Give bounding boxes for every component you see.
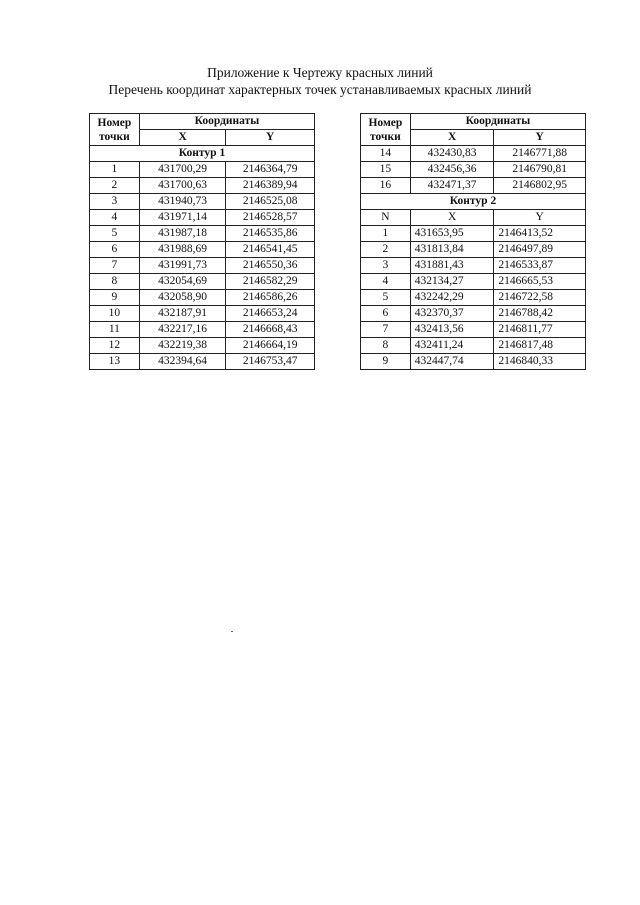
document-title: Приложение к Чертежу красных линий: [207, 65, 433, 80]
point-number-cell: 4: [90, 210, 140, 226]
point-number-cell: 8: [90, 274, 140, 290]
table-row: [90, 226, 315, 242]
y-coordinate-cell: 2146665,53: [494, 274, 586, 290]
point-number-cell: 16: [361, 178, 411, 194]
y-coordinate-cell: 2146840,33: [494, 354, 586, 370]
y-coordinate-cell: 2146664,19: [226, 338, 315, 354]
table-row: [361, 146, 586, 162]
scan-speck: [231, 631, 233, 632]
point-number-cell: 6: [361, 306, 411, 322]
header-coordinates: Координаты: [139, 114, 314, 130]
x-coordinate-cell: 431813,84: [410, 242, 494, 258]
y-coordinate-cell: 2146817,48: [494, 338, 586, 354]
x-coordinate-cell: 432447,74: [410, 354, 494, 370]
point-number-cell: 5: [90, 226, 140, 242]
x-coordinate-cell: 431653,95: [410, 226, 494, 242]
y-coordinate-cell: 2146497,89: [494, 242, 586, 258]
table-row: [90, 322, 315, 338]
header-y: Y: [226, 130, 315, 146]
x-coordinate-cell: 432187,91: [139, 306, 226, 322]
point-number-cell: 10: [90, 306, 140, 322]
y-coordinate-cell: 2146364,79: [226, 162, 315, 178]
table-row: [90, 338, 315, 354]
point-number-cell: 3: [90, 194, 140, 210]
x-coordinate-cell: 432370,37: [410, 306, 494, 322]
y-coordinate-cell: 2146771,88: [494, 146, 586, 162]
header-point-number: Номер точки: [90, 114, 140, 146]
x-coordinate-cell: 432471,37: [410, 178, 494, 194]
y-coordinate-cell: 2146528,57: [226, 210, 315, 226]
x-coordinate-cell: 432411,24: [410, 338, 494, 354]
point-number-cell: 11: [90, 322, 140, 338]
y-coordinate-cell: 2146413,52: [494, 226, 586, 242]
y-coordinate-cell: 2146525,08: [226, 194, 315, 210]
x-coordinate-cell: 432219,38: [139, 338, 226, 354]
x-coordinate-cell: 432242,29: [410, 290, 494, 306]
table-row: [90, 210, 315, 226]
table-row: [361, 322, 586, 338]
point-number-cell: 5: [361, 290, 411, 306]
table-row: [361, 178, 586, 194]
x-coordinate-cell: 431987,18: [139, 226, 226, 242]
x-coordinate-cell: 432430,83: [410, 146, 494, 162]
point-number-cell: 2: [90, 178, 140, 194]
table-row: [90, 274, 315, 290]
header-y: Y: [494, 130, 586, 146]
section-contour-1: Контур 1: [90, 146, 315, 162]
table-row: [90, 290, 315, 306]
point-number-cell: 7: [90, 258, 140, 274]
table-row: [90, 178, 315, 194]
x-coordinate-cell: 431988,69: [139, 242, 226, 258]
point-number-cell: 7: [361, 322, 411, 338]
table-row: [361, 242, 586, 258]
table-row: [361, 338, 586, 354]
y-coordinate-cell: 2146790,81: [494, 162, 586, 178]
y-coordinate-cell: 2146550,36: [226, 258, 315, 274]
x-coordinate-cell: 431700,29: [139, 162, 226, 178]
x-coordinate-cell: 431971,14: [139, 210, 226, 226]
point-number-cell: 14: [361, 146, 411, 162]
y-coordinate-cell: 2146722,58: [494, 290, 586, 306]
point-number-cell: 15: [361, 162, 411, 178]
point-number-cell: 9: [361, 354, 411, 370]
y-coordinate-cell: 2146582,29: [226, 274, 315, 290]
point-number-cell: 3: [361, 258, 411, 274]
table-row: [361, 354, 586, 370]
y-coordinate-cell: 2146533,87: [494, 258, 586, 274]
x-coordinate-cell: 432054,69: [139, 274, 226, 290]
point-number-cell: 6: [90, 242, 140, 258]
y-coordinate-cell: 2146653,24: [226, 306, 315, 322]
x-coordinate-cell: 432394,64: [139, 354, 226, 370]
table-row: [90, 194, 315, 210]
subheader-n: N: [361, 210, 411, 226]
header-x: X: [139, 130, 226, 146]
point-number-cell: 2: [361, 242, 411, 258]
y-coordinate-cell: 2146788,42: [494, 306, 586, 322]
table-row: [361, 274, 586, 290]
table-row: [361, 258, 586, 274]
x-coordinate-cell: 431700,63: [139, 178, 226, 194]
point-number-cell: 12: [90, 338, 140, 354]
x-coordinate-cell: 432058,90: [139, 290, 226, 306]
point-number-cell: 1: [90, 162, 140, 178]
table-row: [90, 242, 315, 258]
table-row: [90, 258, 315, 274]
point-number-cell: 13: [90, 354, 140, 370]
x-coordinate-cell: 432413,56: [410, 322, 494, 338]
table-row: [361, 162, 586, 178]
header-x: X: [410, 130, 494, 146]
point-number-cell: 1: [361, 226, 411, 242]
y-coordinate-cell: 2146753,47: [226, 354, 315, 370]
y-coordinate-cell: 2146535,86: [226, 226, 315, 242]
coordinates-table-right: [360, 113, 586, 370]
coordinates-table-left: [89, 113, 315, 370]
table-row: [361, 226, 586, 242]
y-coordinate-cell: 2146586,26: [226, 290, 315, 306]
x-coordinate-cell: 432217,16: [139, 322, 226, 338]
table-row: [361, 306, 586, 322]
header-coordinates: Координаты: [410, 114, 585, 130]
x-coordinate-cell: 431940,73: [139, 194, 226, 210]
header-point-number: Номер точки: [361, 114, 411, 146]
section-contour-2: Контур 2: [361, 194, 586, 210]
x-coordinate-cell: 432134,27: [410, 274, 494, 290]
table-row: [90, 306, 315, 322]
point-number-cell: 9: [90, 290, 140, 306]
y-coordinate-cell: 2146541,45: [226, 242, 315, 258]
table-row: [90, 354, 315, 370]
point-number-cell: 8: [361, 338, 411, 354]
point-number-cell: 4: [361, 274, 411, 290]
table-row: [361, 290, 586, 306]
subheader-y: Y: [494, 210, 586, 226]
y-coordinate-cell: 2146668,43: [226, 322, 315, 338]
x-coordinate-cell: 431991,73: [139, 258, 226, 274]
y-coordinate-cell: 2146389,94: [226, 178, 315, 194]
x-coordinate-cell: 431881,43: [410, 258, 494, 274]
x-coordinate-cell: 432456,36: [410, 162, 494, 178]
y-coordinate-cell: 2146811,77: [494, 322, 586, 338]
subheader-x: X: [410, 210, 494, 226]
document-subtitle: Перечень координат характерных точек устанавливаемых красных линий: [108, 82, 532, 97]
table-row: [90, 162, 315, 178]
y-coordinate-cell: 2146802,95: [494, 178, 586, 194]
